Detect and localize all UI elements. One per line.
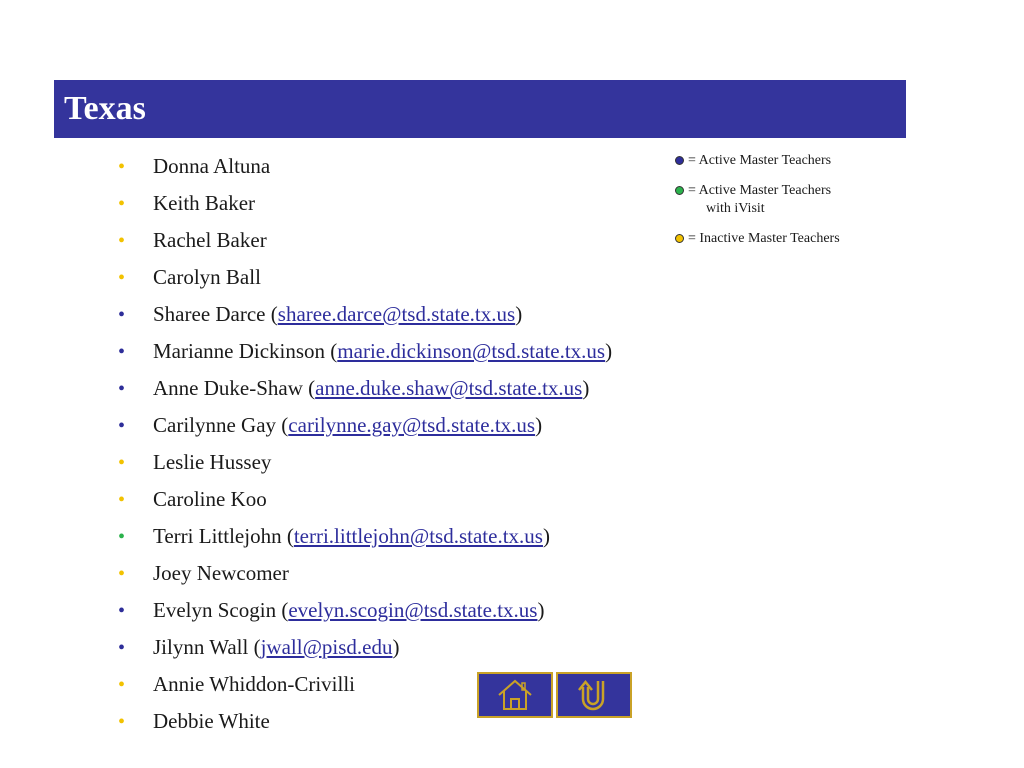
teacher-name: Carilynne Gay [153,413,277,437]
status-bullet-inactive: • [118,452,126,474]
teacher-name: Joey Newcomer [153,561,289,585]
list-item: • Anne Duke-Shaw (anne.duke.shaw@tsd.state.tx.us) [118,371,612,408]
teacher-name: Terri Littlejohn [153,524,282,548]
status-bullet-active: • [118,378,126,400]
title-bar [54,80,906,138]
teacher-name: Annie Whiddon-Crivilli [153,672,356,696]
home-button[interactable] [477,672,553,718]
list-item [118,482,612,519]
status-bullet-ivisit: • [118,526,126,548]
status-bullet-inactive: • [118,230,126,252]
status-bullet-inactive: • [118,674,126,696]
teacher-name: Leslie Hussey [153,450,272,474]
status-bullet-active: • [118,600,126,622]
email-link[interactable]: evelyn.scogin@tsd.state.tx.us [288,598,538,622]
status-dot-icon [675,234,684,243]
list-item [118,186,612,223]
status-bullet-active: • [118,415,126,437]
status-bullet-active: • [118,637,126,659]
status-bullet-inactive: • [118,711,126,733]
list-item [118,149,612,186]
teacher-name: Evelyn Scogin [153,598,277,622]
list-item: • Marianne Dickinson (marie.dickinson@tsd.state.tx.us) [118,334,612,371]
list-item [118,556,612,593]
list-item [118,445,612,482]
status-bullet-inactive: • [118,267,126,289]
status-bullet-active: • [118,304,126,326]
teacher-name: Keith Baker [153,191,256,215]
list-item: • Evelyn Scogin (evelyn.scogin@tsd.state.tx.us) [118,593,612,630]
list-item: • Carilynne Gay (carilynne.gay@tsd.state.tx.us) [118,408,612,445]
status-dot-icon [675,186,684,195]
list-item: • Sharee Darce (sharee.darce@tsd.state.tx.us) [118,297,612,334]
email-link[interactable]: anne.duke.shaw@tsd.state.tx.us [315,376,583,400]
list-item: • Jilynn Wall (jwall@pisd.edu) [118,630,612,667]
legend-item-active [675,152,840,170]
status-bullet-inactive: • [118,156,126,178]
teacher-name: Carolyn Ball [153,265,261,289]
email-link[interactable]: carilynne.gay@tsd.state.tx.us [288,413,536,437]
status-bullet-active: • [118,341,126,363]
email-link[interactable]: terri.littlejohn@tsd.state.tx.us [293,524,543,548]
legend-text: = Inactive Master Teachers [688,231,840,246]
teacher-name: Marianne Dickinson [153,339,326,363]
legend-item-inactive [675,230,840,248]
status-dot-icon [675,156,684,165]
u-turn-back-icon [575,677,613,713]
list-item [118,260,612,297]
teacher-name: Jilynn Wall [153,635,249,659]
email-link[interactable]: marie.dickinson@tsd.state.tx.us [337,339,606,363]
email-link[interactable]: jwall@pisd.edu [260,635,393,659]
legend-text: = Active Master Teachers [688,183,832,198]
legend-subtext: with iVisit [706,201,765,216]
status-bullet-inactive: • [118,489,126,511]
page-title: Texas [64,90,146,127]
legend-text: = Active Master Teachers [688,153,832,168]
teacher-name: Anne Duke-Shaw [153,376,303,400]
back-button[interactable] [556,672,632,718]
list-item: • Terri Littlejohn (terri.littlejohn@tsd.state.tx.us) [118,519,612,556]
teacher-name: Donna Altuna [153,154,271,178]
teacher-name: Caroline Koo [153,487,267,511]
home-icon [497,678,533,712]
list-item [118,223,612,260]
legend [675,152,840,248]
teacher-name: Rachel Baker [153,228,267,252]
status-bullet-inactive: • [118,563,126,585]
teacher-list [118,149,612,741]
status-bullet-inactive: • [118,193,126,215]
email-link[interactable]: sharee.darce@tsd.state.tx.us [277,302,516,326]
teacher-name: Debbie White [153,709,270,733]
teacher-name: Sharee Darce [153,302,266,326]
legend-item-ivisit [675,182,840,218]
